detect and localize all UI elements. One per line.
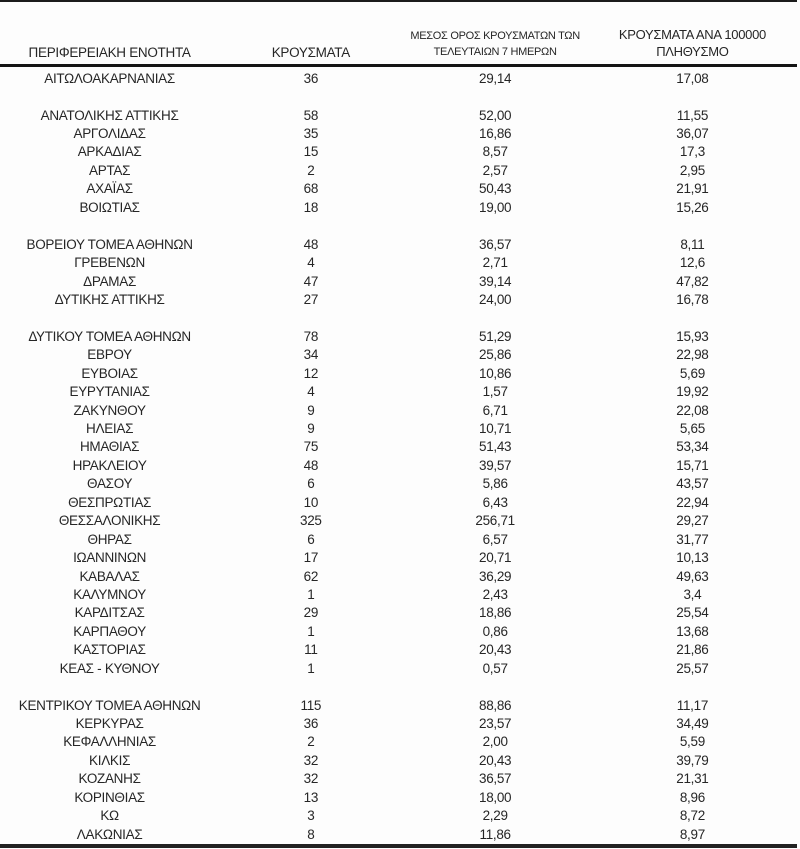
cases-cell: 58	[303, 107, 319, 123]
region-name-cell: ΚΙΛΚΙΣ	[89, 752, 131, 768]
table-row	[0, 382, 797, 400]
avg-7day-cell: 39,57	[478, 457, 512, 473]
per-100000-cell: 43,57	[676, 476, 709, 492]
avg-7day-cell: 16,86	[478, 126, 512, 142]
column-header-label-line2: ΤΕΛΕΥΤΑΙΩΝ 7 ΗΜΕΡΩΝ	[433, 46, 557, 59]
cases-cell: 62	[303, 568, 319, 584]
avg-7day-cell: 19,00	[478, 199, 512, 215]
avg-7day-cell: 6,43	[482, 494, 508, 510]
region-name-cell: ΘΗΡΑΣ	[87, 531, 132, 547]
table-row	[0, 124, 797, 142]
per-100000-cell: 8,11	[680, 236, 705, 252]
region-name-cell: ΚΑΡΔΙΤΣΑΣ	[74, 605, 145, 621]
per-100000-cell: 25,57	[676, 660, 709, 676]
cases-cell: 75	[303, 439, 319, 455]
table-row	[0, 106, 797, 124]
table-row	[0, 512, 797, 530]
region-name-cell: ΕΥΡΥΤΑΝΙΑΣ	[69, 384, 150, 400]
table-row	[0, 530, 797, 548]
avg-7day-cell: 2,29	[482, 808, 508, 824]
cases-cell: 325	[300, 513, 322, 529]
region-name-cell: ΑΡΤΑΣ	[89, 162, 131, 178]
per-100000-cell: 15,26	[676, 199, 709, 215]
cases-cell: 48	[303, 236, 319, 252]
region-name-cell: ΓΡΕΒΕΝΩΝ	[74, 255, 145, 271]
group-gap	[0, 309, 797, 327]
avg-7day-cell: 50,43	[478, 181, 512, 197]
region-name-cell: ΗΛΕΙΑΣ	[86, 421, 134, 437]
avg-7day-cell: 11,86	[479, 826, 511, 842]
per-100000-cell: 12,6	[679, 255, 705, 271]
table-row	[0, 807, 797, 825]
avg-7day-cell: 23,57	[478, 716, 512, 732]
avg-7day-cell: 6,57	[482, 531, 508, 547]
avg-7day-cell: 36,29	[478, 568, 512, 584]
region-name-cell: ΚΕΡΚΥΡΑΣ	[75, 716, 144, 732]
per-100000-cell: 47,82	[676, 273, 709, 289]
column-header-label: ΚΡΟΥΣΜΑΤΑ	[271, 45, 350, 61]
region-name-cell: ΚΟΡΙΝΘΙΑΣ	[74, 789, 145, 805]
table-row	[0, 272, 797, 290]
table-row	[0, 604, 797, 622]
region-name-cell: ΔΥΤΙΚΟΥ ΤΟΜΕΑ ΑΘΗΝΩΝ	[28, 328, 191, 344]
region-name-cell: ΑΙΤΩΛΟΑΚΑΡΝΑΝΙΑΣ	[44, 70, 175, 86]
avg-7day-cell: 20,43	[478, 642, 512, 658]
per-100000-cell: 29,27	[676, 513, 709, 529]
region-name-cell: ΔΥΤΙΚΗΣ ΑΤΤΙΚΗΣ	[54, 291, 165, 307]
avg-7day-cell: 51,29	[478, 328, 512, 344]
table-row	[0, 161, 797, 179]
per-100000-cell: 8,96	[679, 789, 705, 805]
cases-cell: 8	[307, 826, 315, 842]
column-header-7day-average	[402, 29, 587, 61]
per-100000-cell: 17,08	[676, 70, 709, 86]
cases-cell: 10	[303, 494, 319, 510]
per-100000-cell: 22,94	[676, 494, 709, 510]
per-100000-cell: 34,49	[676, 716, 709, 732]
table-row	[0, 696, 797, 714]
region-name-cell: ΚΑΡΠΑΘΟΥ	[73, 623, 146, 639]
table-row	[0, 733, 797, 751]
column-header-label: ΠΕΡΙΦΕΡΕΙΑΚΗ ΕΝΟΤΗΤΑ	[28, 45, 191, 61]
table-row	[0, 438, 797, 456]
per-100000-cell: 22,98	[676, 347, 709, 363]
avg-7day-cell: 1,57	[482, 384, 508, 400]
per-100000-cell: 22,08	[676, 402, 709, 418]
region-name-cell: ΚΩ	[100, 808, 119, 824]
avg-7day-cell: 18,00	[478, 789, 512, 805]
per-100000-cell: 21,91	[676, 181, 709, 197]
cases-cell: 1	[307, 586, 315, 602]
per-100000-cell: 31,77	[676, 531, 709, 547]
table-row	[0, 714, 797, 732]
per-100000-cell: 11,55	[676, 107, 709, 123]
per-100000-cell: 36,07	[676, 126, 709, 142]
region-name-cell: ΘΕΣΣΑΛΟΝΙΚΗΣ	[58, 513, 161, 529]
cases-cell: 6	[307, 476, 315, 492]
table-row	[0, 327, 797, 345]
per-100000-cell: 10,13	[676, 550, 709, 566]
table-row	[0, 180, 797, 198]
region-name-cell: ΘΑΣΟΥ	[86, 476, 133, 492]
group-gap	[0, 677, 797, 695]
avg-7day-cell: 88,86	[478, 697, 512, 713]
cases-cell: 4	[307, 384, 315, 400]
avg-7day-cell: 36,57	[478, 771, 512, 787]
table-row	[0, 493, 797, 511]
cases-cell: 3	[307, 808, 315, 824]
cases-cell: 11	[304, 642, 318, 658]
avg-7day-cell: 2,43	[482, 586, 508, 602]
cases-cell: 68	[303, 181, 319, 197]
region-name-cell: ΚΟΖΑΝΗΣ	[78, 771, 141, 787]
cases-cell: 4	[307, 255, 315, 271]
region-name-cell: ΕΥΒΟΙΑΣ	[81, 365, 138, 381]
avg-7day-cell: 52,00	[478, 107, 512, 123]
avg-7day-cell: 39,14	[478, 273, 512, 289]
table-row	[0, 235, 797, 253]
column-header-label-line1: ΚΡΟΥΣΜΑΤΑ ΑΝΑ 100000	[618, 26, 766, 42]
table-row	[0, 253, 797, 271]
group-gap	[0, 217, 797, 235]
table-header-row	[0, 2, 797, 67]
per-100000-cell: 25,54	[676, 605, 709, 621]
per-100000-cell: 21,31	[676, 771, 709, 787]
region-name-cell: ΚΑΒΑΛΑΣ	[79, 568, 140, 584]
per-100000-cell: 21,86	[676, 642, 709, 658]
per-100000-cell: 39,79	[676, 752, 709, 768]
region-name-cell: ΗΡΑΚΛΕΙΟΥ	[72, 457, 147, 473]
table-row	[0, 419, 797, 437]
avg-7day-cell: 20,71	[478, 550, 512, 566]
per-100000-cell: 5,65	[679, 421, 705, 437]
cases-cell: 35	[303, 126, 319, 142]
per-100000-cell: 8,97	[679, 826, 705, 842]
per-100000-cell: 3,4	[683, 586, 702, 602]
per-100000-cell: 49,63	[676, 568, 709, 584]
avg-7day-cell: 18,86	[478, 605, 512, 621]
cases-cell: 32	[303, 752, 319, 768]
cases-cell: 36	[303, 716, 319, 732]
per-100000-cell: 15,93	[676, 328, 709, 344]
cases-cell: 1	[307, 623, 315, 639]
table-row	[0, 456, 797, 474]
region-name-cell: ΚΑΛΥΜΝΟΥ	[73, 586, 146, 602]
table-row	[0, 567, 797, 585]
table-row	[0, 641, 797, 659]
cases-cell: 12	[303, 365, 319, 381]
table-row	[0, 401, 797, 419]
region-name-cell: ΗΜΑΘΙΑΣ	[79, 439, 140, 455]
cases-cell: 13	[303, 789, 319, 805]
cases-cell: 36	[303, 70, 319, 86]
table-row	[0, 475, 797, 493]
avg-7day-cell: 2,71	[482, 255, 508, 271]
table-row	[0, 751, 797, 769]
column-header-regional-unit	[0, 45, 219, 61]
table-row	[0, 548, 797, 566]
per-100000-cell: 5,69	[679, 365, 705, 381]
cases-cell: 6	[307, 531, 315, 547]
cases-cell: 15	[303, 144, 319, 160]
table-row	[0, 825, 797, 843]
cases-cell: 48	[303, 457, 319, 473]
cases-cell: 9	[307, 421, 315, 437]
region-name-cell: ΒΟΡΕΙΟΥ ΤΟΜΕΑ ΑΘΗΝΩΝ	[26, 236, 193, 252]
cases-cell: 18	[303, 199, 319, 215]
column-header-label-line2: ΠΛΗΘΥΣΜΟ	[656, 44, 729, 60]
per-100000-cell: 2,95	[679, 162, 705, 178]
per-100000-cell: 16,78	[676, 291, 709, 307]
table-row	[0, 69, 797, 87]
cases-cell: 17	[303, 550, 319, 566]
cases-cell: 2	[307, 734, 315, 750]
per-100000-cell: 15,71	[676, 457, 709, 473]
column-header-label-line1: ΜΕΣΟΣ ΟΡΟΣ ΚΡΟΥΣΜΑΤΩΝ ΤΩΝ	[410, 30, 580, 43]
avg-7day-cell: 51,43	[478, 439, 512, 455]
per-100000-cell: 19,92	[676, 384, 709, 400]
table-row	[0, 659, 797, 677]
cases-cell: 9	[307, 402, 315, 418]
region-name-cell: ΕΒΡΟΥ	[87, 347, 132, 363]
avg-7day-cell: 8,57	[482, 144, 508, 160]
avg-7day-cell: 10,86	[478, 365, 512, 381]
region-name-cell: ΘΕΣΠΡΩΤΙΑΣ	[68, 494, 152, 510]
per-100000-cell: 13,68	[676, 623, 709, 639]
cases-cell: 115	[300, 697, 322, 713]
region-name-cell: ΔΡΑΜΑΣ	[83, 273, 136, 289]
avg-7day-cell: 0,86	[482, 623, 508, 639]
avg-7day-cell: 2,00	[482, 734, 508, 750]
per-100000-cell: 11,17	[676, 697, 709, 713]
region-name-cell: ΑΧΑΪΑΣ	[86, 181, 133, 197]
cases-cell: 2	[307, 162, 315, 178]
region-name-cell: ΚΑΣΤΟΡΙΑΣ	[73, 642, 146, 658]
avg-7day-cell: 10,71	[478, 421, 512, 437]
per-100000-cell: 17,3	[679, 144, 705, 160]
per-100000-cell: 8,72	[679, 808, 705, 824]
cases-cell: 32	[303, 771, 319, 787]
region-name-cell: ΚΕΝΤΡΙΚΟΥ ΤΟΜΕΑ ΑΘΗΝΩΝ	[18, 697, 201, 713]
region-name-cell: ΑΡΚΑΔΙΑΣ	[77, 144, 142, 160]
table-row	[0, 770, 797, 788]
avg-7day-cell: 6,71	[482, 402, 508, 418]
per-100000-cell: 53,34	[676, 439, 709, 455]
table-row	[0, 198, 797, 216]
per-100000-cell: 5,59	[679, 734, 705, 750]
avg-7day-cell: 20,43	[478, 752, 512, 768]
region-name-cell: ΚΕΑΣ - ΚΥΘΝΟΥ	[59, 660, 160, 676]
table-row	[0, 585, 797, 603]
table-row	[0, 364, 797, 382]
group-gap	[0, 87, 797, 105]
avg-7day-cell: 256,71	[475, 513, 515, 529]
table-body	[0, 67, 800, 843]
region-name-cell: ΚΕΦΑΛΛΗΝΙΑΣ	[63, 734, 156, 750]
region-name-cell: ΒΟΙΩΤΙΑΣ	[79, 199, 140, 215]
region-name-cell: ΖΑΚΥΝΘΟΥ	[73, 402, 146, 418]
avg-7day-cell: 5,86	[482, 476, 508, 492]
cases-cell: 1	[307, 660, 315, 676]
region-name-cell: ΑΝΑΤΟΛΙΚΗΣ ΑΤΤΙΚΗΣ	[40, 107, 179, 123]
avg-7day-cell: 36,57	[478, 236, 512, 252]
region-name-cell: ΑΡΓΟΛΙΔΑΣ	[73, 126, 146, 142]
avg-7day-cell: 0,57	[482, 660, 508, 676]
avg-7day-cell: 25,86	[478, 347, 512, 363]
region-name-cell: ΙΩΑΝΝΙΝΩΝ	[73, 550, 147, 566]
cases-cell: 78	[303, 328, 319, 344]
column-header-cases	[219, 45, 402, 61]
cases-cell: 27	[303, 291, 319, 307]
table-row	[0, 143, 797, 161]
cases-cell: 29	[303, 605, 319, 621]
cases-cell: 47	[303, 273, 319, 289]
table-row	[0, 290, 797, 308]
avg-7day-cell: 2,57	[482, 162, 508, 178]
table-row	[0, 788, 797, 806]
cases-cell: 34	[303, 347, 319, 363]
avg-7day-cell: 24,00	[478, 291, 512, 307]
avg-7day-cell: 29,14	[478, 70, 512, 86]
column-header-cases-per-100000	[588, 26, 797, 61]
table-row	[0, 346, 797, 364]
region-name-cell: ΛΑΚΩΝΙΑΣ	[76, 826, 143, 842]
table-bottom-rule	[0, 844, 797, 848]
table-row	[0, 622, 797, 640]
